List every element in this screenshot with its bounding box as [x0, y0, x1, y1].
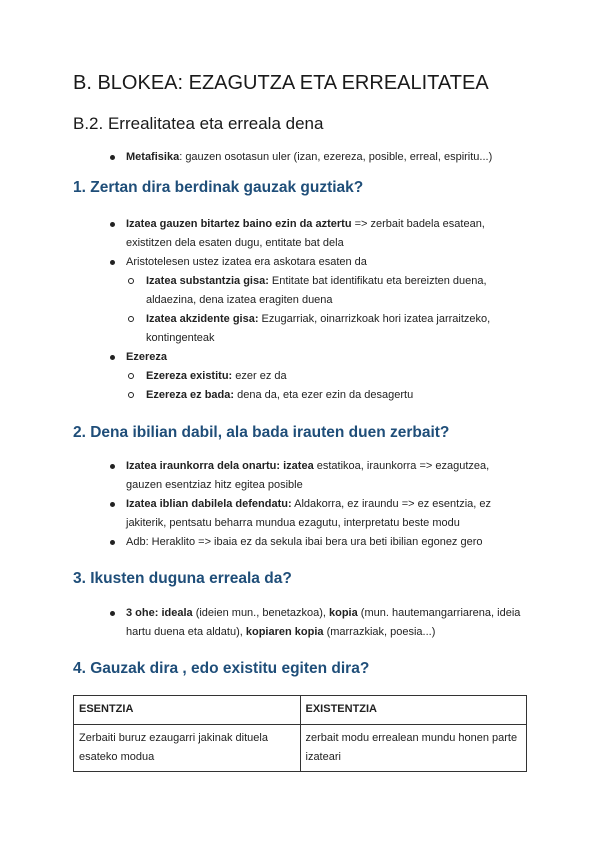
section-1-list [108, 215, 528, 405]
page-title: B. BLOKEA: EZAGUTZA ETA ERREALITATEA [73, 72, 489, 94]
table-cell: zerbait modu errealean mundu honen parte izateari [300, 725, 527, 772]
list-text: dena da, eta ezer ezin da desagertu [234, 389, 414, 401]
section-heading-4: 4. Gauzak dira , edo existitu egiten dira? [73, 660, 370, 677]
list-text: : gauzen osotasun uler (izan, ezereza, posible, erreal, espiritu...) [179, 151, 493, 163]
list-text: ezer ez da [232, 370, 287, 382]
list-item [108, 348, 528, 405]
sub-list-item [128, 367, 528, 386]
section-3-list [108, 604, 528, 642]
sub-list [128, 272, 528, 348]
bold-term: Izatea gauzen bitartez baino ezin da aztertu [126, 218, 352, 230]
list-text: Aldakorra, ez iraundu => ez esentzia, ez jakiterik, pentsatu beharra mundua ezagutu, interpretatu beste modu [126, 498, 491, 529]
bold-term: Izatea iblian dabilela defendatu: [126, 498, 292, 510]
bold-term: Izatea iraunkorra dela onartu: [126, 460, 281, 472]
list-item [108, 533, 528, 552]
list-text: (mun. hautemangarriarena, ideia hartu duena eta aldatu), [126, 607, 521, 638]
list-text: estatikoa, iraunkorra => ezagutzea, gauzen esentziaz hitz egitea posible [126, 460, 490, 491]
sub-list-item [128, 386, 528, 405]
list-text: Aristotelesen ustez izatea era askotara esaten da [126, 256, 367, 268]
section-heading-2: 2. Dena ibilian dabil, ala bada irauten duen zerbait? [73, 424, 450, 441]
sub-list [128, 367, 528, 405]
list-text: (marrazkiak, poesia...) [323, 626, 436, 638]
section-2-list [108, 457, 528, 552]
bold-term: izatea [283, 460, 314, 472]
bold-term: Ezereza existitu: [146, 370, 233, 382]
list-text: Entitate bat identifikatu eta bereizten duena, aldaezina, dena izatea eragiten duena [146, 275, 487, 306]
list-text: (ideien mun., benetazkoa), [192, 607, 329, 619]
list-item [108, 148, 528, 167]
table-header-cell: EXISTENTZIA [300, 696, 527, 725]
intro-list [108, 148, 528, 167]
section-heading-1: 1. Zertan dira berdinak gauzak guztiak? [73, 179, 364, 196]
table-row [74, 725, 527, 772]
bold-term: Ezereza [126, 351, 167, 363]
bold-term: 3 ohe: ideala [126, 607, 193, 619]
list-text: Ezugarriak, oinarrizkoak hori izatea jarraitzeko, kontingenteak [146, 313, 491, 344]
section-heading-3: 3. Ikusten duguna erreala da? [73, 570, 292, 587]
sub-list-item [128, 310, 528, 348]
table-cell: Zerbaiti buruz ezaugarri jakinak dituela esateko modua [74, 725, 301, 772]
table-header-row [74, 696, 527, 725]
page-subtitle: B.2. Errealitatea eta erreala dena [73, 114, 324, 133]
list-item [108, 457, 528, 495]
bold-term: kopiaren kopia [245, 626, 324, 638]
list-item [108, 495, 528, 533]
list-item [108, 604, 528, 642]
bold-term: Metafisika [126, 151, 180, 163]
sub-list-item [128, 272, 528, 310]
bold-term: Ezereza ez bada: [146, 389, 235, 401]
bold-term: kopia [329, 607, 358, 619]
bold-term: Izatea substantzia gisa: [146, 275, 269, 287]
list-text: => zerbait badela esatean, existitzen dela esaten dugu, entitate bat dela [126, 218, 485, 249]
table-header-cell: ESENTZIA [74, 696, 301, 725]
list-text: Adb: Heraklito => ibaia ez da sekula ibai bera ura beti ibilian egonez gero [126, 536, 483, 548]
list-item [108, 253, 528, 348]
list-item [108, 215, 528, 253]
bold-term: Izatea akzidente gisa: [146, 313, 259, 325]
essence-existence-table [73, 695, 527, 772]
